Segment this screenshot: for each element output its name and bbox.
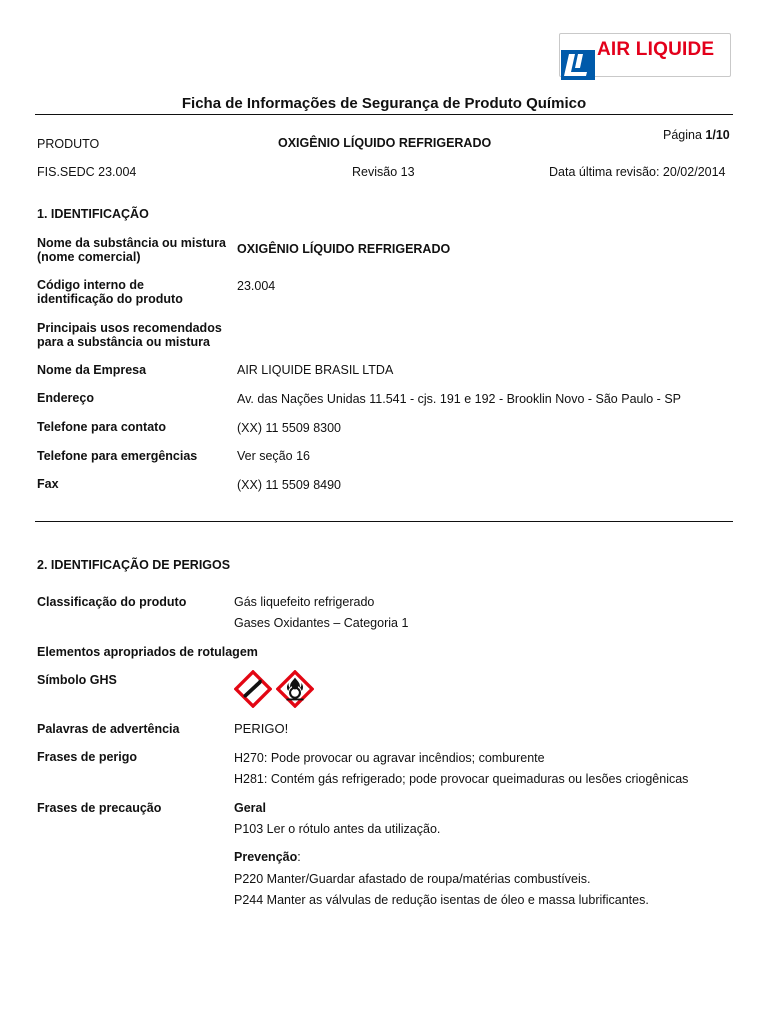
value-codigo-interno: 23.004: [237, 279, 276, 293]
prevencao-label: Prevenção: [234, 850, 298, 864]
value-nome-empresa: AIR LIQUIDE BRASIL LTDA: [237, 363, 394, 377]
value-endereco: Av. das Nações Unidas 11.541 - cjs. 191 e 192 - Brooklin Novo - São Paulo - SP: [237, 392, 681, 406]
label-codigo-interno: Código interno de identificação do produto: [37, 278, 183, 306]
label-frases-precaucao: Frases de precaução: [37, 801, 162, 815]
section-divider: [35, 521, 733, 522]
label-classificacao: Classificação do produto: [37, 595, 187, 609]
section-1-title: 1. IDENTIFICAÇÃO: [37, 207, 149, 221]
value-classificacao-1: Gás liquefeito refrigerado: [234, 595, 375, 609]
value-p220: P220 Manter/Guardar afastado de roupa/matérias combustíveis.: [234, 872, 591, 886]
label-palavras-advertencia: Palavras de advertência: [37, 722, 180, 736]
heading-prevencao: [234, 850, 301, 864]
value-advertencia: PERIGO!: [234, 721, 289, 736]
value-classificacao-2: Gases Oxidantes – Categoria 1: [234, 616, 409, 630]
flame-over-circle-icon: [276, 670, 314, 708]
produto-name: OXIGÊNIO LÍQUIDO REFRIGERADO: [278, 136, 492, 150]
label-endereco: Endereço: [37, 391, 94, 405]
heading-geral: Geral: [234, 801, 266, 815]
gas-cylinder-icon: [234, 670, 272, 708]
label-nome-empresa: Nome da Empresa: [37, 363, 147, 377]
value-telefone-contato: (XX) 11 5509 8300: [237, 421, 342, 435]
page-prefix: Página: [663, 128, 706, 142]
label-principais-usos: Principais usos recomendados para a substância ou mistura: [37, 321, 222, 349]
label-nome-substancia: Nome da substância ou mistura (nome comercial): [37, 236, 226, 264]
section-2-title: 2. IDENTIFICAÇÃO DE PERIGOS: [37, 558, 231, 572]
label-frases-perigo: Frases de perigo: [37, 750, 138, 764]
revision: Revisão 13: [352, 165, 415, 179]
label-elementos-rotulagem: Elementos apropriados de rotulagem: [37, 645, 258, 659]
value-p103: P103 Ler o rótulo antes da utilização.: [234, 822, 441, 836]
value-perigo-h281: H281: Contém gás refrigerado; pode provocar queimaduras ou lesões criogênicas: [234, 772, 689, 786]
prevencao-colon: :: [297, 850, 301, 864]
label-fax: Fax: [37, 477, 59, 491]
page-number: [663, 128, 730, 142]
last-revision-date: Data última revisão: 20/02/2014: [549, 165, 726, 179]
page-value: 1/10: [705, 128, 730, 142]
document-title: Ficha de Informações de Segurança de Produto Químico: [181, 95, 587, 112]
doc-code: FIS.SEDC 23.004: [37, 165, 137, 179]
title-divider: [35, 114, 733, 115]
label-simbolo-ghs: Símbolo GHS: [37, 673, 117, 687]
value-nome-substancia: OXIGÊNIO LÍQUIDO REFRIGERADO: [237, 242, 451, 256]
label-telefone-contato: Telefone para contato: [37, 420, 166, 434]
air-liquide-logo: [559, 33, 731, 80]
value-telefone-emergencias: Ver seção 16: [237, 449, 310, 463]
air-liquide-mark-icon: [561, 50, 595, 80]
value-fax: (XX) 11 5509 8490: [237, 478, 342, 492]
value-p244: P244 Manter as válvulas de redução isentas de óleo e massa lubrificantes.: [234, 893, 649, 907]
label-telefone-emergencias: Telefone para emergências: [37, 449, 198, 463]
value-perigo-h270: H270: Pode provocar ou agravar incêndios; comburente: [234, 751, 545, 765]
produto-label: PRODUTO: [37, 137, 100, 151]
logo-text: AIR LIQUIDE: [597, 39, 715, 60]
